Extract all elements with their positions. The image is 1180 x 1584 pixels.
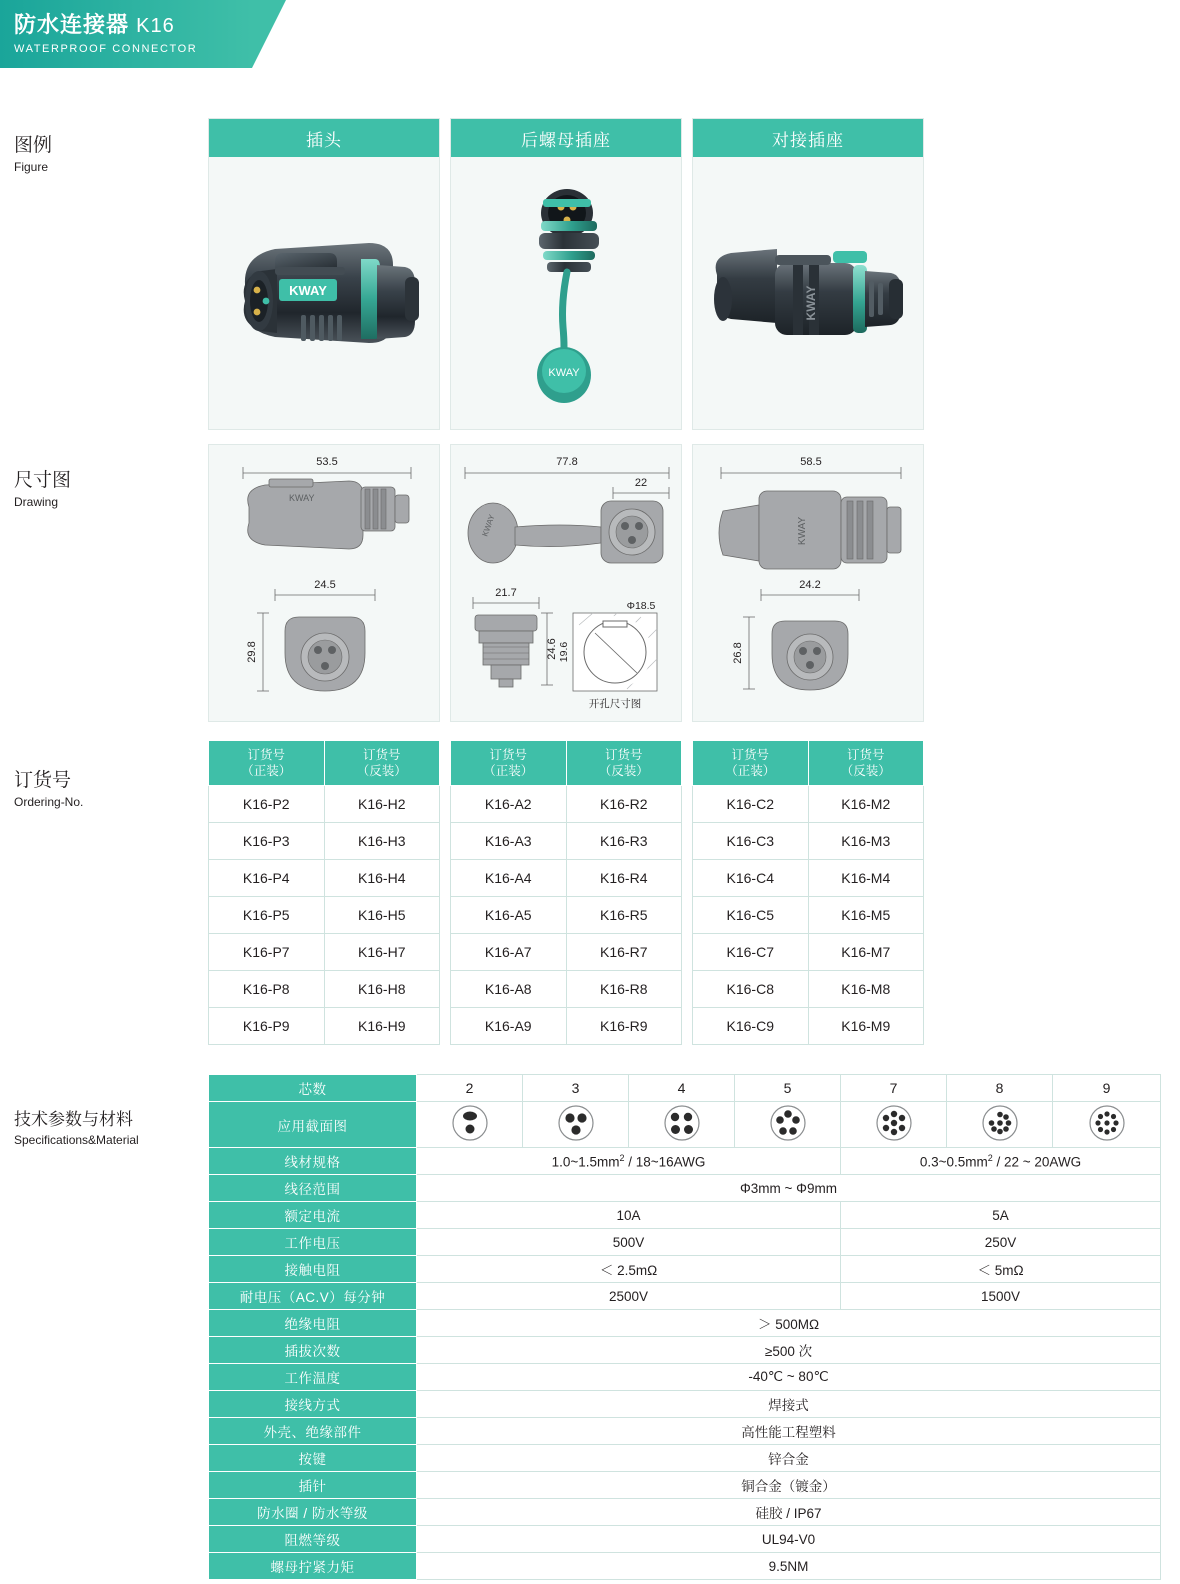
spec-value-temperature: -40℃ ~ 80℃ <box>417 1364 1161 1391</box>
plug-illustration <box>209 157 441 430</box>
order-code: K16-A4 <box>451 860 567 897</box>
spec-row-working-voltage <box>209 1229 1161 1256</box>
table-row <box>209 823 440 860</box>
dim-plug-width: 24.5 <box>314 579 336 591</box>
spec-row-button <box>209 1445 1161 1472</box>
dim-hole-dia: Φ18.5 <box>626 600 656 612</box>
spec-row-flame-rating <box>209 1526 1161 1553</box>
header-subtitle: WATERPROOF CONNECTOR <box>14 43 198 55</box>
header-title-cn: 防水连接器 <box>14 12 130 37</box>
section-label-ordering-en: Ordering-No. <box>14 795 84 809</box>
pin-diagram-3-icon <box>556 1103 596 1143</box>
order-code: K16-A5 <box>451 897 567 934</box>
table-row <box>209 860 440 897</box>
spec-row-withstand-voltage <box>209 1283 1161 1310</box>
core-count-4: 4 <box>629 1075 735 1102</box>
order-code: K16-M9 <box>808 1008 924 1045</box>
section-label-ordering-cn: 订货号 <box>14 770 72 791</box>
spec-row-torque <box>209 1553 1161 1580</box>
spec-label-working-voltage: 工作电压 <box>209 1229 417 1256</box>
figure-image-plug <box>209 157 439 430</box>
section-label-specs <box>14 1105 139 1147</box>
table-row <box>451 897 682 934</box>
spec-value-insulation-resistance: ＞ 500MΩ <box>417 1310 1161 1337</box>
order-code: K16-R2 <box>566 786 682 823</box>
order-code: K16-H3 <box>324 823 440 860</box>
section-label-figure <box>14 130 52 174</box>
spec-label-pin-diagram: 应用截面图 <box>209 1102 417 1148</box>
spec-label-flame-rating: 阻燃等级 <box>209 1526 417 1553</box>
spec-label-contact-resistance: 接触电阻 <box>209 1256 417 1283</box>
spec-value-rated-current-left: 10A <box>417 1202 841 1229</box>
spec-value-withstand-voltage-right: 1500V <box>841 1283 1161 1310</box>
pin-diagram-4-icon <box>662 1103 702 1143</box>
spec-label-wire-spec: 线材规格 <box>209 1148 417 1175</box>
dim-docking-length: 58.5 <box>800 456 822 468</box>
core-count-5: 5 <box>735 1075 841 1102</box>
section-label-drawing <box>14 465 71 509</box>
order-code: K16-M3 <box>808 823 924 860</box>
page-header <box>0 0 252 68</box>
dim-rearnut-width: 21.7 <box>495 587 517 599</box>
header-title-code: K16 <box>136 15 175 37</box>
table-row <box>209 971 440 1008</box>
ordering-table-plug <box>208 740 440 1045</box>
table-row <box>209 786 440 823</box>
pin-diagram-4 <box>629 1102 735 1148</box>
figure-column-docking-socket <box>692 118 924 430</box>
pin-diagram-9 <box>1053 1102 1161 1148</box>
spec-label-rated-current: 额定电流 <box>209 1202 417 1229</box>
hole-drawing-caption: 开孔尺寸图 <box>588 698 642 710</box>
ordering-header-forward: 订货号 （正装） <box>209 741 325 786</box>
core-count-8: 8 <box>947 1075 1053 1102</box>
core-count-3: 3 <box>523 1075 629 1102</box>
spec-label-housing: 外壳、绝缘部件 <box>209 1418 417 1445</box>
spec-row-housing <box>209 1418 1161 1445</box>
order-code: K16-C4 <box>693 860 809 897</box>
order-code: K16-P3 <box>209 823 325 860</box>
spec-row-cable-range <box>209 1175 1161 1202</box>
order-code: K16-A9 <box>451 1008 567 1045</box>
order-code: K16-P7 <box>209 934 325 971</box>
order-code: K16-R3 <box>566 823 682 860</box>
rear-nut-socket-illustration <box>451 157 683 430</box>
spec-label-mating-cycles: 插拔次数 <box>209 1337 417 1364</box>
ordering-header-forward: 订货号 （正装） <box>451 741 567 786</box>
table-row <box>693 971 924 1008</box>
spec-value-contact-resistance-right: ＜ 5mΩ <box>841 1256 1161 1283</box>
ordering-header-forward: 订货号 （正装） <box>693 741 809 786</box>
spec-label-pin-material: 插针 <box>209 1472 417 1499</box>
wire-spec-left: $1.0\sim 1.5mm^2$ / 18~16AWG <box>417 1148 841 1175</box>
order-code: K16-H7 <box>324 934 440 971</box>
dim-hole-height: 19.6 <box>558 641 570 663</box>
spec-value-wiring-method: 焊接式 <box>417 1391 1161 1418</box>
core-count-9: 9 <box>1053 1075 1161 1102</box>
table-row <box>693 786 924 823</box>
table-row <box>451 860 682 897</box>
spec-value-pin-material: 铜合金（镀金） <box>417 1472 1161 1499</box>
table-row <box>451 786 682 823</box>
rear-nut-dimension-drawing <box>451 445 683 723</box>
figure-image-docking-socket <box>693 157 923 430</box>
table-row <box>209 897 440 934</box>
spec-row-pin-diagram <box>209 1102 1161 1148</box>
order-code: K16-P8 <box>209 971 325 1008</box>
core-count-7: 7 <box>841 1075 947 1102</box>
svg-text:KWAY: KWAY <box>548 367 580 379</box>
spec-value-flame-rating: UL94-V0 <box>417 1526 1161 1553</box>
table-row <box>693 860 924 897</box>
dim-docking-width: 24.2 <box>799 579 821 591</box>
figure-title-plug: 插头 <box>209 119 439 157</box>
spec-value-waterproof: 硅胶 / IP67 <box>417 1499 1161 1526</box>
ordering-table-rear-nut <box>450 740 682 1045</box>
spec-label-wiring-method: 接线方式 <box>209 1391 417 1418</box>
spec-label-waterproof: 防水圈 / 防水等级 <box>209 1499 417 1526</box>
plug-dimension-drawing <box>209 445 441 723</box>
spec-row-core-count <box>209 1075 1161 1102</box>
spec-value-contact-resistance-left: ＜ 2.5mΩ <box>417 1256 841 1283</box>
dim-rearnut-22: 22 <box>634 477 648 489</box>
header-title <box>14 8 252 39</box>
section-label-figure-cn: 图例 <box>14 135 53 156</box>
order-code: K16-H9 <box>324 1008 440 1045</box>
order-code: K16-A7 <box>451 934 567 971</box>
pin-diagram-7 <box>841 1102 947 1148</box>
order-code: K16-R8 <box>566 971 682 1008</box>
table-row <box>451 823 682 860</box>
spec-value-button: 锌合金 <box>417 1445 1161 1472</box>
svg-text:KWAY: KWAY <box>804 285 818 321</box>
drawing-column-plug <box>208 444 440 722</box>
order-code: K16-C8 <box>693 971 809 1008</box>
pin-diagram-2 <box>417 1102 523 1148</box>
order-code: K16-R4 <box>566 860 682 897</box>
pin-diagram-5 <box>735 1102 841 1148</box>
ordering-table-docking <box>692 740 924 1045</box>
spec-label-core-count: 芯数 <box>209 1075 417 1102</box>
order-code: K16-M2 <box>808 786 924 823</box>
section-label-drawing-en: Drawing <box>14 495 59 509</box>
dim-rearnut-height: 24.6 <box>546 638 558 660</box>
order-code: K16-A8 <box>451 971 567 1008</box>
table-row <box>451 934 682 971</box>
table-row <box>693 934 924 971</box>
section-label-figure-en: Figure <box>14 160 49 174</box>
section-label-ordering <box>14 765 83 809</box>
order-code: K16-C3 <box>693 823 809 860</box>
table-row <box>451 971 682 1008</box>
order-code: K16-P9 <box>209 1008 325 1045</box>
order-code: K16-R9 <box>566 1008 682 1045</box>
order-code: K16-M8 <box>808 971 924 1008</box>
table-row <box>693 1008 924 1045</box>
figure-column-rear-nut-socket <box>450 118 682 430</box>
spec-label-withstand-voltage: 耐电压（AC.V）每分钟 <box>209 1283 417 1310</box>
dim-plug-height: 29.8 <box>246 641 258 663</box>
pin-diagram-9-icon <box>1087 1103 1127 1143</box>
drawing-column-rear-nut <box>450 444 682 722</box>
spec-label-torque: 螺母拧紧力矩 <box>209 1553 417 1580</box>
pin-diagram-8 <box>947 1102 1053 1148</box>
spec-value-withstand-voltage-left: 2500V <box>417 1283 841 1310</box>
spec-row-wire-spec <box>209 1148 1161 1175</box>
order-code: K16-H2 <box>324 786 440 823</box>
svg-text:KWAY: KWAY <box>289 283 327 298</box>
dim-rearnut-length: 77.8 <box>556 456 578 468</box>
order-code: K16-C2 <box>693 786 809 823</box>
spec-label-temperature: 工作温度 <box>209 1364 417 1391</box>
order-code: K16-P5 <box>209 897 325 934</box>
table-row <box>209 1008 440 1045</box>
figure-image-rear-nut-socket <box>451 157 681 430</box>
figure-column-plug <box>208 118 440 430</box>
core-count-2: 2 <box>417 1075 523 1102</box>
ordering-header-reverse: 订货号 （反装） <box>808 741 924 786</box>
docking-dimension-drawing <box>693 445 925 723</box>
drawing-column-docking <box>692 444 924 722</box>
spec-value-torque: 9.5NM <box>417 1553 1161 1580</box>
spec-label-cable-range: 线径范围 <box>209 1175 417 1202</box>
order-code: K16-C5 <box>693 897 809 934</box>
figure-title-docking-socket: 对接插座 <box>693 119 923 157</box>
pin-diagram-7-icon <box>874 1103 914 1143</box>
section-label-specs-en: Specifications&Material <box>14 1133 139 1147</box>
pin-diagram-2-icon <box>450 1103 490 1143</box>
pin-diagram-5-icon <box>768 1103 808 1143</box>
order-code: K16-M4 <box>808 860 924 897</box>
order-code: K16-H8 <box>324 971 440 1008</box>
docking-socket-illustration <box>693 157 925 430</box>
drawing-brand-plug: KWAY <box>289 493 315 503</box>
ordering-header-reverse: 订货号 （反装） <box>324 741 440 786</box>
pin-diagram-8-icon <box>980 1103 1020 1143</box>
section-label-specs-cn: 技术参数与材料 <box>14 1110 133 1129</box>
spec-value-rated-current-right: 5A <box>841 1202 1161 1229</box>
order-code: K16-C7 <box>693 934 809 971</box>
order-code: K16-A2 <box>451 786 567 823</box>
dim-docking-height: 26.8 <box>732 642 744 664</box>
spec-row-wiring-method <box>209 1391 1161 1418</box>
order-code: K16-A3 <box>451 823 567 860</box>
spec-value-housing: 高性能工程塑料 <box>417 1418 1161 1445</box>
drawing-section <box>208 444 924 722</box>
order-code: K16-M7 <box>808 934 924 971</box>
spec-row-pin-material <box>209 1472 1161 1499</box>
drawing-brand-docking: KWAY <box>797 516 808 546</box>
order-code: K16-H4 <box>324 860 440 897</box>
order-code: K16-C9 <box>693 1008 809 1045</box>
order-code: K16-P4 <box>209 860 325 897</box>
spec-row-contact-resistance <box>209 1256 1161 1283</box>
wire-spec-right: $0.3\sim 0.5mm^2 / 22$ ~ 20AWG <box>841 1148 1161 1175</box>
spec-row-insulation-resistance <box>209 1310 1161 1337</box>
pin-diagram-3 <box>523 1102 629 1148</box>
spec-row-mating-cycles <box>209 1337 1161 1364</box>
table-row <box>693 897 924 934</box>
order-code: K16-H5 <box>324 897 440 934</box>
spec-label-insulation-resistance: 绝缘电阻 <box>209 1310 417 1337</box>
table-row <box>693 823 924 860</box>
drawing-brand-rearnut: KWAY <box>480 513 497 538</box>
figure-title-rear-nut-socket: 后螺母插座 <box>451 119 681 157</box>
order-code: K16-R7 <box>566 934 682 971</box>
spec-row-temperature <box>209 1364 1161 1391</box>
ordering-header-reverse: 订货号 （反装） <box>566 741 682 786</box>
spec-row-waterproof <box>209 1499 1161 1526</box>
section-label-drawing-cn: 尺寸图 <box>14 470 72 491</box>
spec-label-button: 按键 <box>209 1445 417 1472</box>
figure-section <box>208 118 924 430</box>
table-row <box>209 934 440 971</box>
dim-plug-length: 53.5 <box>316 456 338 468</box>
spec-value-mating-cycles: ≥500 次 <box>417 1337 1161 1364</box>
spec-value-cable-range: Φ3mm ~ Φ9mm <box>417 1175 1161 1202</box>
spec-row-rated-current <box>209 1202 1161 1229</box>
spec-value-working-voltage-right: 250V <box>841 1229 1161 1256</box>
order-code: K16-P2 <box>209 786 325 823</box>
table-row <box>451 1008 682 1045</box>
spec-value-working-voltage-left: 500V <box>417 1229 841 1256</box>
specifications-table <box>208 1074 1160 1580</box>
order-code: K16-R5 <box>566 897 682 934</box>
order-code: K16-M5 <box>808 897 924 934</box>
